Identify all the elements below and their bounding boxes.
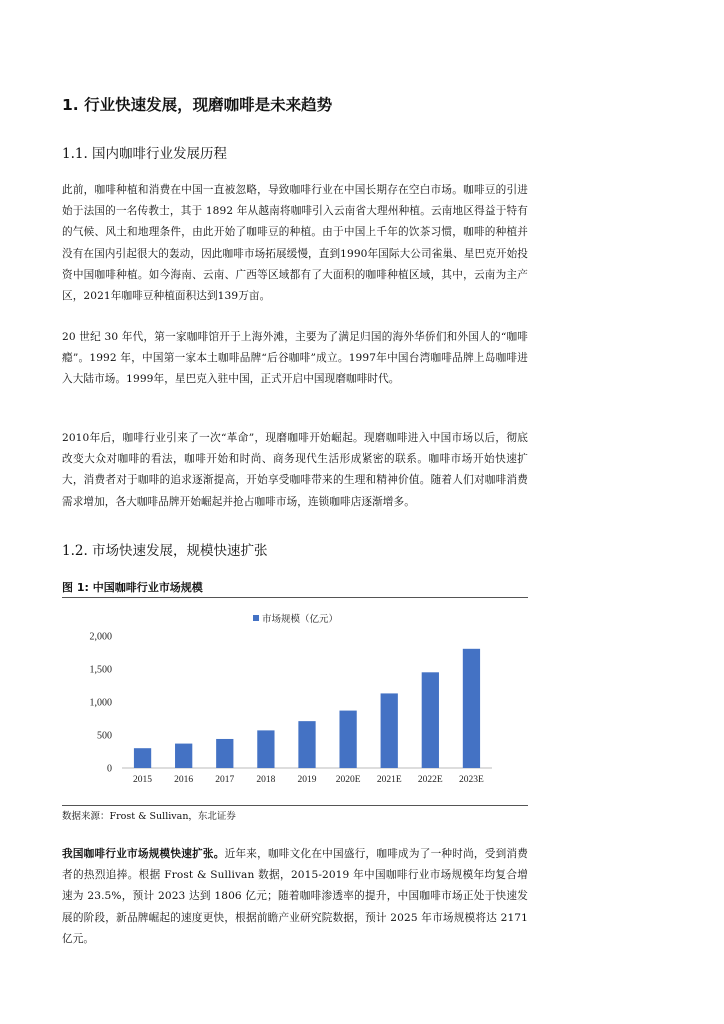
x-tick-label: 2021E <box>376 775 402 785</box>
paragraph-history-1: 此前，咖啡种植和消费在中国一直被忽略，导致咖啡行业在中国长期存在空白市场。咖啡豆的引进始于法国的一名传教士，其于 1892 年从越南将咖啡引入云南省大理州种植。云南地区得益于特有的气候、风土和地理条件，由此开始了咖啡豆的种植。由于中国上千年的饮茶习惯，咖啡的种植并没有在国内引起很大的轰动，因此咖啡市场拓展缓慢，直到1990年国际大公司雀巢、星巴克开始投资中国咖啡种植。如今海南、云南、广西等区域都有了大面积的咖啡种植区域，其中，云南为主产区，2021年咖啡豆种植面积达到139万亩。 <box>62 184 528 303</box>
figure-top-rule <box>62 597 528 598</box>
bar-2019 <box>298 721 315 768</box>
y-tick-label: 2,000 <box>89 631 112 643</box>
x-tick-label: 2022E <box>417 775 443 785</box>
section-1-2-heading: 1.2. 市场快速发展，规模快速扩张 <box>62 543 268 559</box>
x-axis <box>122 768 492 785</box>
y-tick-label: 1,000 <box>89 697 112 709</box>
x-tick-label: 2019 <box>297 775 317 785</box>
legend-swatch <box>253 615 259 621</box>
x-tick-label: 2020E <box>335 775 361 785</box>
chart-legend <box>253 613 338 625</box>
bar-2022E <box>422 672 439 768</box>
x-tick-label: 2017 <box>215 775 235 785</box>
bar-2015 <box>134 748 151 768</box>
bar-2017 <box>216 739 233 768</box>
y-tick-label: 500 <box>97 730 112 742</box>
y-tick-label: 1,500 <box>89 664 112 676</box>
paragraph-body: 近年来，咖啡文化在中国盛行，咖啡成为了一种时尚，受到消费者的热烈追捧。根据 Frost & Sullivan 数据，2015-2019 年中国咖啡行业市场规模年均复合增速为 23.5%，预计 2023 达到 1806 亿元；随着咖啡渗透率的提升，中国咖啡市场正处于快速发展的阶段，新品牌崛起的速度更快，根据前瞻产业研究院数据，预计 2025 年市场规模将达 2171 亿元。 <box>62 848 528 945</box>
bar-2016 <box>175 744 192 768</box>
paragraph-history-2: 20 世纪 30 年代，第一家咖啡馆开于上海外滩，主要为了满足归国的海外华侨们和外国人的“咖啡瘾”。1992 年，中国第一家本土咖啡品牌“后谷咖啡”成立。1997年中国台湾咖啡品牌上岛咖啡进入大陆市场。1999年，星巴克入驻中国，正式开启中国现磨咖啡时代。 <box>62 331 528 386</box>
bar-2018 <box>257 730 274 768</box>
paragraph-history-3: 2010年后，咖啡行业引来了一次“革命”，现磨咖啡开始崛起。现磨咖啡进入中国市场以后，彻底改变大众对咖啡的看法，咖啡开始和时尚、商务现代生活形成紧密的联系。咖啡市场开始快速扩大，消费者对于咖啡的追求逐渐提高，开始享受咖啡带来的生理和精神价值。随着人们对咖啡消费需求增加，各大咖啡品牌开始崛起并抢占咖啡市场，连锁咖啡店逐渐增多。 <box>62 432 528 508</box>
x-tick-label: 2018 <box>256 775 276 785</box>
x-tick-label: 2016 <box>174 775 194 785</box>
bar-2023E <box>463 649 480 768</box>
figure-caption: 图 1: 中国咖啡行业市场规模 <box>62 581 203 594</box>
section-1-heading: 1. 行业快速发展，现磨咖啡是未来趋势 <box>62 96 333 114</box>
y-tick-label: 0 <box>107 763 112 775</box>
y-axis <box>90 632 113 775</box>
bar-series <box>134 649 480 768</box>
bar-2021E <box>381 693 398 768</box>
market-size-bar-chart <box>62 600 528 800</box>
legend-label: 市场规模（亿元） <box>262 615 339 625</box>
figure-source: 数据来源：Frost & Sullivan，东北证券 <box>62 811 236 822</box>
section-1-1-heading: 1.1. 国内咖啡行业发展历程 <box>62 146 228 162</box>
figure-bottom-rule <box>62 805 528 806</box>
x-tick-label: 2015 <box>133 775 153 785</box>
bar-2020E <box>339 711 356 768</box>
x-tick-label: 2023E <box>459 775 484 785</box>
paragraph-market-size <box>62 844 528 950</box>
paragraph-lead: 我国咖啡行业市场规模快速扩张。 <box>62 848 225 860</box>
